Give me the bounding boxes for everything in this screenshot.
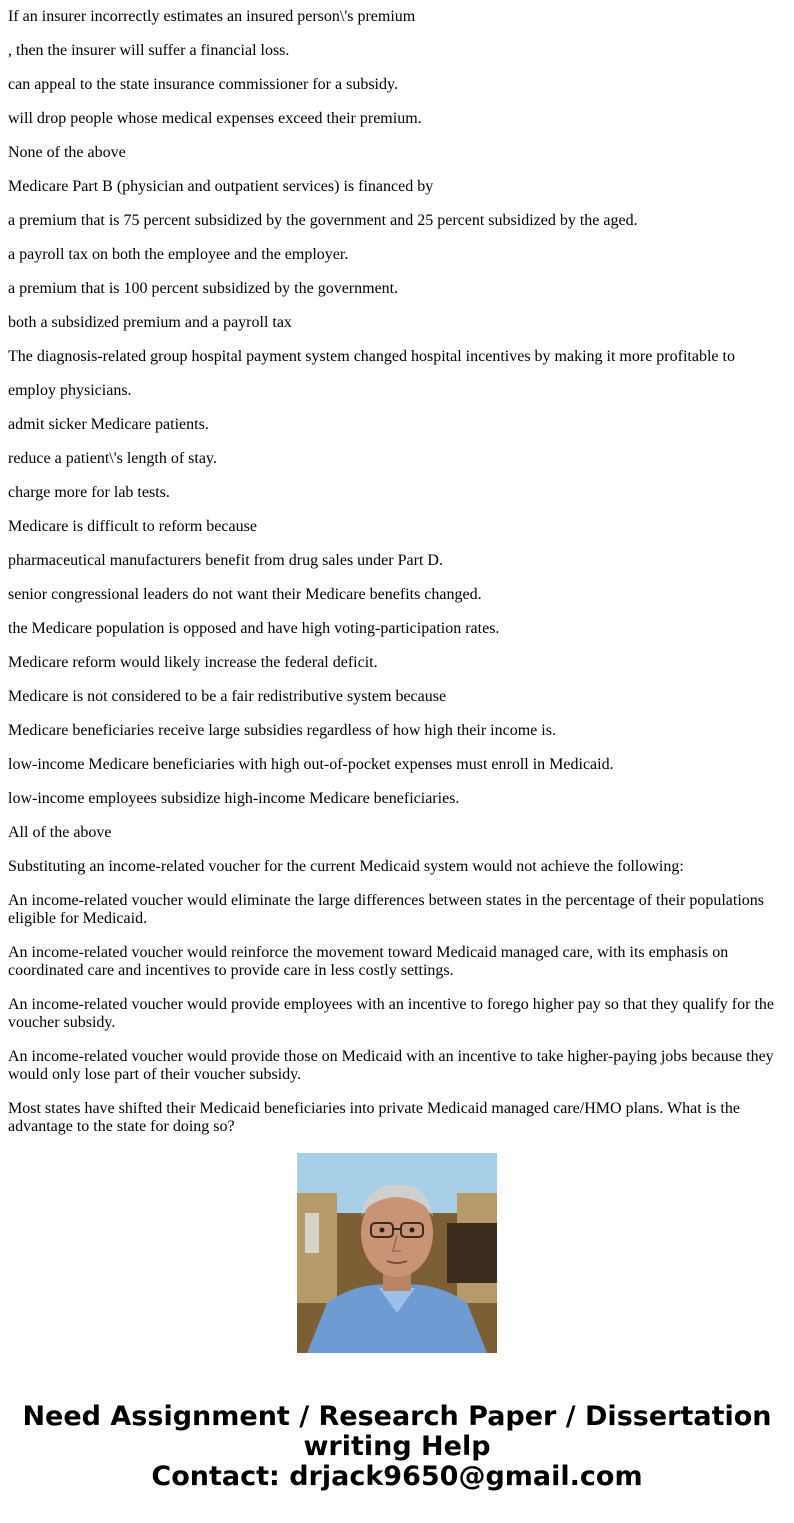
promo-contact: Contact: drjack9650@gmail.com	[151, 1461, 643, 1492]
text-line: pharmaceutical manufacturers benefit from drug sales under Part D.	[8, 552, 443, 569]
text-line: Medicare beneficiaries receive large subsidies regardless of how high their income is.	[8, 722, 556, 739]
text-line: Medicare Part B (physician and outpatient services) is financed by	[8, 178, 434, 195]
text-line: An income-related voucher would provide those on Medicaid with an incentive to take higher-paying jobs because they would only lose part of their voucher subsidy.	[8, 1048, 774, 1083]
question-text-block	[8, 0, 786, 1135]
text-line: Medicare is not considered to be a fair redistributive system because	[8, 688, 447, 705]
text-line: An income-related voucher would reinforce the movement toward Medicaid managed care, with its emphasis on coordinated care and incentives to provide care in less costly settings.	[8, 944, 729, 979]
text-line: charge more for lab tests.	[8, 484, 170, 501]
text-line: the Medicare population is opposed and have high voting-participation rates.	[8, 620, 500, 637]
author-avatar	[297, 1153, 497, 1353]
text-line: admit sicker Medicare patients.	[8, 416, 209, 433]
text-line: a payroll tax on both the employee and the employer.	[8, 246, 349, 263]
text-line: An income-related voucher would eliminate the large differences between states in the percentage of their populations eligible for Medicaid.	[8, 892, 765, 927]
text-line: both a subsidized premium and a payroll tax	[8, 314, 292, 331]
text-line: An income-related voucher would provide employees with an incentive to forego higher pay so that they qualify for the voucher subsidy.	[8, 996, 774, 1031]
text-line: a premium that is 75 percent subsidized by the government and 25 percent subsidized by the aged.	[8, 212, 638, 229]
text-line: None of the above	[8, 144, 126, 161]
text-line: Medicare is difficult to reform because	[8, 518, 257, 535]
promo-line: writing Help	[303, 1431, 491, 1462]
text-line: reduce a patient\'s length of stay.	[8, 450, 217, 467]
text-line: All of the above	[8, 824, 112, 841]
text-line: a premium that is 100 percent subsidized by the government.	[8, 280, 399, 297]
promo-banner	[0, 1402, 794, 1492]
author-photo-icon	[297, 1153, 497, 1353]
text-line: The diagnosis-related group hospital payment system changed hospital incentives by making it more profitable to	[8, 348, 735, 365]
text-line: Medicare reform would likely increase the federal deficit.	[8, 654, 378, 671]
text-line: employ physicians.	[8, 382, 132, 399]
text-line: , then the insurer will suffer a financial loss.	[8, 42, 290, 59]
text-line: low-income Medicare beneficiaries with high out-of-pocket expenses must enroll in Medicaid.	[8, 756, 614, 773]
text-line: will drop people whose medical expenses exceed their premium.	[8, 110, 422, 127]
text-line: Substituting an income-related voucher for the current Medicaid system would not achieve the following:	[8, 858, 684, 875]
text-line: can appeal to the state insurance commissioner for a subsidy.	[8, 76, 398, 93]
text-line: Most states have shifted their Medicaid beneficiaries into private Medicaid managed care/HMO plans. What is the advantage to the state for doing so?	[8, 1100, 740, 1135]
text-line: senior congressional leaders do not want their Medicare benefits changed.	[8, 586, 482, 603]
text-line: low-income employees subsidize high-income Medicare beneficiaries.	[8, 790, 460, 807]
promo-line: Need Assignment / Research Paper / Dissertation	[22, 1401, 772, 1432]
text-line: If an insurer incorrectly estimates an insured person\'s premium	[8, 8, 416, 25]
